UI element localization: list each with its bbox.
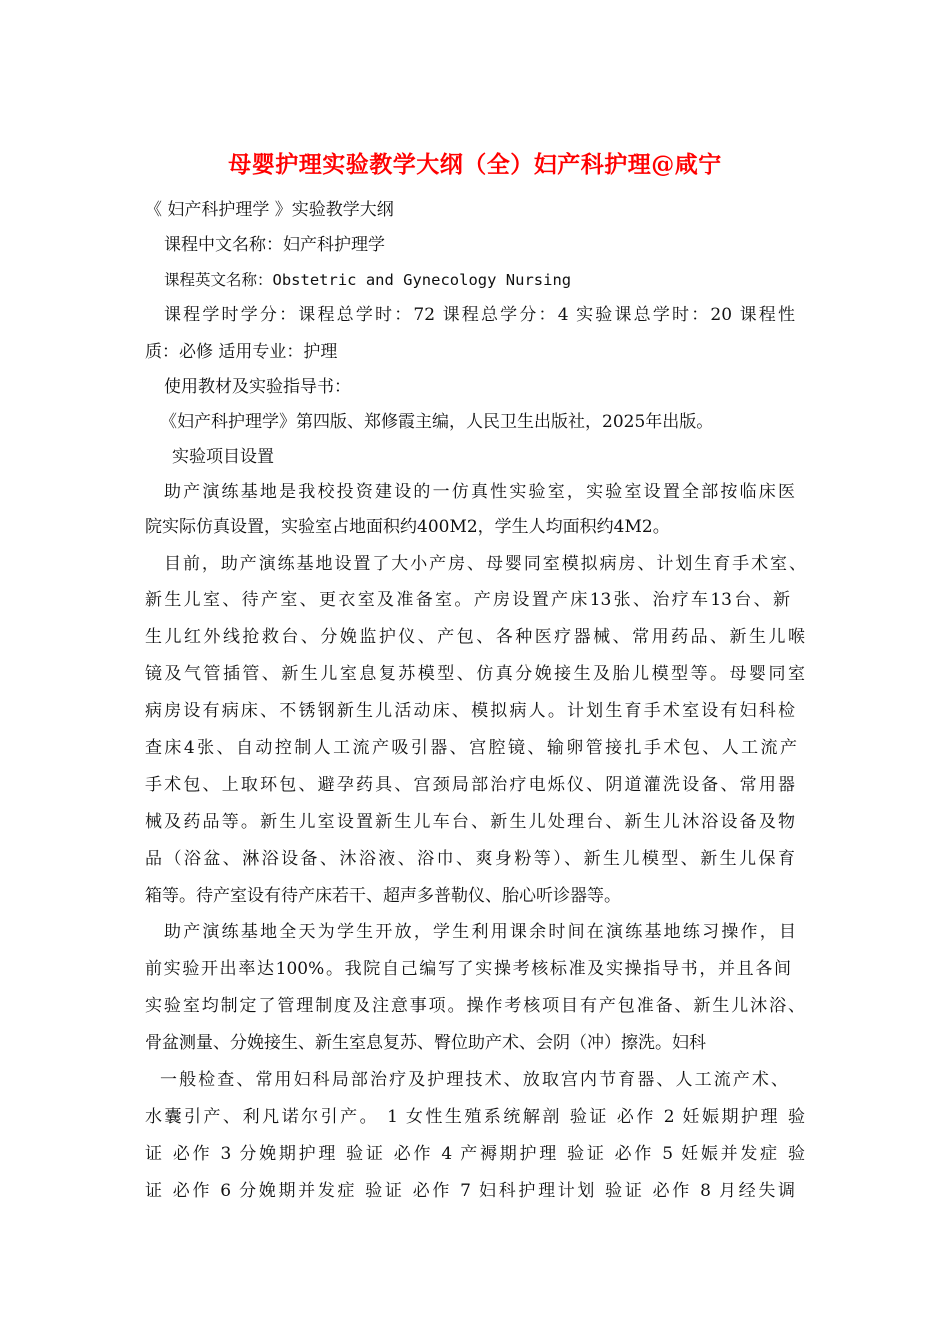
paragraph-line: 箱等。待产室设有待产床若干、超声多普勒仪、胎心听诊器等。	[145, 886, 621, 906]
course-english-name	[164, 268, 829, 292]
paragraph-line: 新生儿室、待产室、更衣室及准备室。产房设置产床13张、治疗车13台、新	[145, 590, 790, 610]
section-heading-experiments: 实验项目设置	[172, 447, 274, 467]
paragraph-line: 目前，助产演练基地设置了大小产房、母婴同室模拟病房、计划生育手术室、	[164, 554, 806, 574]
textbook-heading: 使用教材及实验指导书：	[164, 377, 351, 397]
paragraph-line: 院实际仿真设置，实验室占地面积约400M2，学生人均面积约4M2。	[145, 517, 670, 537]
paragraph-line: 助产演练基地全天为学生开放，学生利用课余时间在演练基地练习操作，目	[164, 922, 796, 942]
paragraph-line: 证 必作 3 分娩期护理 验证 必作 4 产褥期护理 验证 必作 5 妊娠并发症 验	[145, 1144, 805, 1164]
document-title: 母婴护理实验教学大纲（全）妇产科护理@咸宁	[228, 151, 722, 178]
paragraph-line: 一般检查、常用妇科局部治疗及护理技术、放取宫内节育器、人工流产术、	[160, 1070, 788, 1090]
course-nature: 质：必修 适用专业：护理	[145, 342, 338, 362]
paragraph-line: 手术包、上取环包、避孕药具、宫颈局部治疗电烁仪、阴道灌洗设备、常用器	[145, 775, 795, 795]
paragraph-line: 查床4张、自动控制人工流产吸引器、宫腔镜、输卵管接扎手术包、人工流产	[145, 738, 797, 758]
paragraph-line: 实验室均制定了管理制度及注意事项。操作考核项目有产包准备、新生儿沐浴、	[145, 996, 805, 1016]
paragraph-line: 品（浴盆、淋浴设备、沐浴液、浴巾、爽身粉等）、新生儿模型、新生儿保育	[145, 849, 795, 869]
course-chinese-name: 课程中文名称：妇产科护理学	[164, 235, 385, 255]
paragraph-line: 械及药品等。新生儿室设置新生儿车台、新生儿处理台、新生儿沐浴设备及物	[145, 812, 795, 832]
course-credits: 课程学时学分：课程总学时：72 课程总学分：4 实验课总学时：20 课程性	[164, 305, 795, 325]
paragraph-line: 病房设有病床、不锈钢新生儿活动床、模拟病人。计划生育手术室设有妇科检	[145, 701, 795, 721]
paragraph-line: 证 必作 6 分娩期并发症 验证 必作 7 妇科护理计划 验证 必作 8 月经失调	[145, 1181, 795, 1201]
paragraph-line: 水囊引产、利凡诺尔引产。 1 女性生殖系统解剖 验证 必作 2 妊娠期护理 验	[145, 1107, 805, 1127]
textbook-info: 《妇产科护理学》第四版、郑修霞主编，人民卫生出版社，2025年出版。	[160, 412, 714, 432]
paragraph-line: 骨盆测量、分娩接生、新生室息复苏、臀位助产术、会阴（冲）擦洗。妇科	[145, 1033, 706, 1053]
paragraph-line: 镜及气管插管、新生儿室息复苏模型、仿真分娩接生及胎儿模型等。母婴同室	[145, 664, 805, 684]
course-english-name-text: 课程英文名称：Obstetric and Gynecology Nursing	[164, 271, 572, 289]
paragraph-line: 生儿红外线抢救台、分娩监护仪、产包、各种医疗器械、常用药品、新生儿喉	[145, 627, 805, 647]
syllabus-heading: 《 妇产科护理学 》实验教学大纲	[145, 200, 394, 220]
paragraph-line: 前实验开出率达100%。我院自己编写了实操考核标准及实操指导书，并且各间	[145, 959, 791, 979]
paragraph-line: 助产演练基地是我校投资建设的一仿真性实验室，实验室设置全部按临床医	[164, 482, 795, 502]
